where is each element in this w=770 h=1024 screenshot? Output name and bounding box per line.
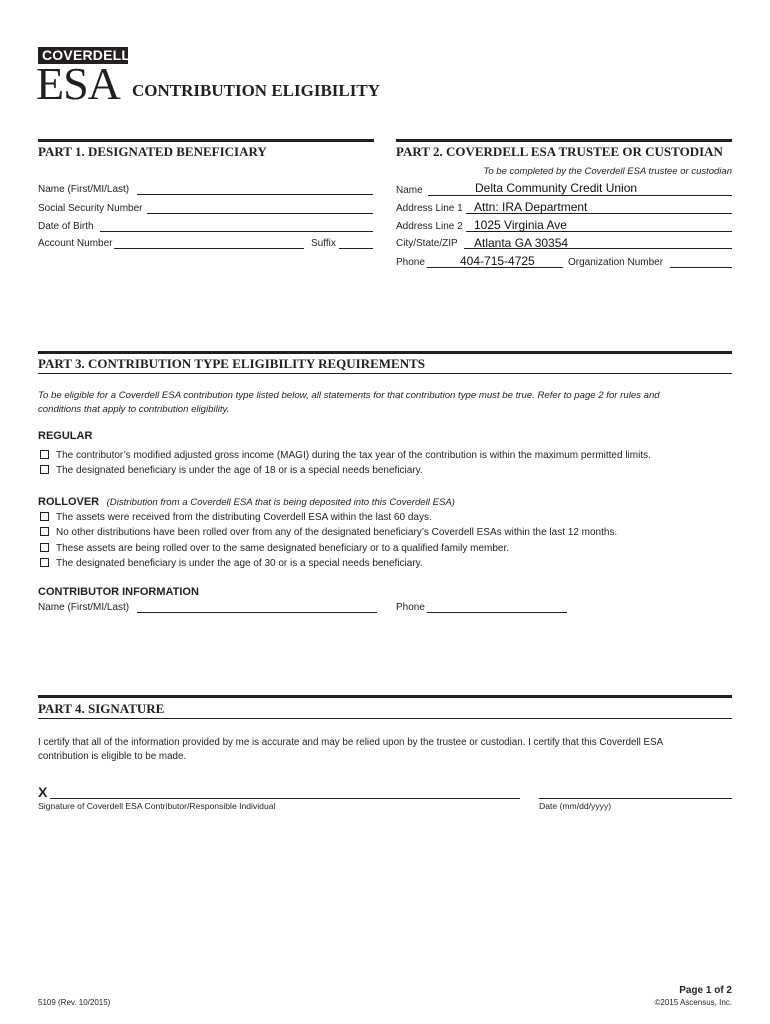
dob-label: Date of Birth bbox=[38, 221, 94, 232]
signature-x-mark: X bbox=[38, 784, 48, 800]
part1-title: PART 1. DESIGNATED BENEFICIARY bbox=[38, 144, 267, 159]
organization-number-field[interactable] bbox=[670, 267, 732, 268]
part3-intro-line2: conditions that apply to contribution eligibility. bbox=[38, 404, 230, 415]
date-caption: Date (mm/dd/yyyy) bbox=[539, 801, 612, 811]
rollover-checkbox-2[interactable] bbox=[40, 527, 49, 536]
rollover-note: (Distribution from a Coverdell ESA that is being deposited into this Coverdell ESA) bbox=[106, 497, 455, 508]
organization-number-label: Organization Number bbox=[568, 257, 664, 268]
trustee-name-value: Delta Community Credit Union bbox=[475, 181, 638, 195]
part3-rule bbox=[38, 351, 732, 354]
page-number: Page 1 of 2 bbox=[679, 985, 732, 996]
trustee-phone-value: 404-715-4725 bbox=[460, 254, 535, 268]
rollover-heading bbox=[38, 492, 455, 510]
contributor-name-label: Name (First/MI/Last) bbox=[38, 602, 130, 613]
suffix-field[interactable] bbox=[339, 248, 373, 249]
contributor-name-field[interactable] bbox=[137, 612, 377, 613]
part2-title: PART 2. COVERDELL ESA TRUSTEE OR CUSTODIAN bbox=[396, 144, 723, 159]
regular-checkbox-1[interactable] bbox=[40, 450, 49, 459]
rollover-heading-label: ROLLOVER bbox=[38, 496, 100, 508]
part4-rule bbox=[38, 695, 732, 698]
trustee-phone-label: Phone bbox=[396, 257, 425, 268]
certification-line1: I certify that all of the information provided by me is accurate and may be relied upon by the trustee or custodian. I certify that this Coverdell ESA bbox=[38, 737, 664, 748]
trustee-name-field[interactable] bbox=[428, 195, 732, 196]
ssn-label: Social Security Number bbox=[38, 203, 143, 214]
dob-field[interactable] bbox=[100, 231, 373, 232]
suffix-label: Suffix bbox=[311, 238, 336, 249]
coverdell-label: COVERDELL bbox=[42, 47, 131, 63]
regular-checkbox-2[interactable] bbox=[40, 465, 49, 474]
form-number: 5109 (Rev. 10/2015) bbox=[38, 998, 111, 1007]
contributor-phone-label: Phone bbox=[396, 602, 425, 613]
form-title: CONTRIBUTION ELIGIBILITY bbox=[132, 81, 380, 100]
signature-caption: Signature of Coverdell ESA Contributor/Responsible Individual bbox=[38, 801, 276, 811]
ssn-field[interactable] bbox=[147, 213, 373, 214]
signature-field[interactable] bbox=[50, 798, 520, 799]
certification-line2: contribution is eligible to be made. bbox=[38, 751, 187, 762]
account-number-field[interactable] bbox=[114, 248, 304, 249]
rollover-checkbox-1[interactable] bbox=[40, 512, 49, 521]
city-state-zip-value: Atlanta GA 30354 bbox=[474, 236, 569, 250]
part4-divider bbox=[38, 718, 732, 719]
address1-value: Attn: IRA Department bbox=[474, 200, 588, 214]
address2-label: Address Line 2 bbox=[396, 221, 463, 232]
esa-logo-text: ESA bbox=[36, 58, 120, 109]
rollover-item-1: The assets were received from the distributing Coverdell ESA within the last 60 days. bbox=[56, 512, 432, 523]
date-field[interactable] bbox=[539, 798, 732, 799]
rollover-item-3: These assets are being rolled over to the same designated beneficiary or to a qualified family member. bbox=[56, 543, 510, 554]
part2-note: To be completed by the Coverdell ESA trustee or custodian bbox=[483, 166, 732, 177]
rollover-checkbox-3[interactable] bbox=[40, 543, 49, 552]
regular-item-2: The designated beneficiary is under the age of 18 or is a special needs beneficiary. bbox=[56, 465, 423, 476]
part3-divider bbox=[38, 373, 732, 374]
copyright: ©2015 Ascensus, Inc. bbox=[654, 998, 732, 1007]
contributor-heading: CONTRIBUTOR INFORMATION bbox=[38, 586, 199, 598]
beneficiary-name-field[interactable] bbox=[137, 194, 373, 195]
part3-title: PART 3. CONTRIBUTION TYPE ELIGIBILITY REQUIREMENTS bbox=[38, 356, 425, 371]
rollover-item-4: The designated beneficiary is under the age of 30 or is a special needs beneficiary. bbox=[56, 558, 423, 569]
rollover-item-2: No other distributions have been rolled over from any of the designated beneficiary’s Coverdell ESAs within the last 12 months. bbox=[56, 527, 618, 538]
regular-heading: REGULAR bbox=[38, 430, 93, 442]
part2-rule bbox=[396, 139, 732, 142]
city-state-zip-label: City/State/ZIP bbox=[396, 238, 458, 249]
account-number-label: Account Number bbox=[38, 238, 113, 249]
address1-label: Address Line 1 bbox=[396, 203, 463, 214]
part1-rule bbox=[38, 139, 374, 142]
address2-value: 1025 Virginia Ave bbox=[474, 218, 567, 232]
part3-intro-line1: To be eligible for a Coverdell ESA contribution type listed below, all statements for that contribution type must be true. Refer to page 2 for rules and bbox=[38, 390, 660, 401]
regular-item-1: The contributor’s modified adjusted gross income (MAGI) during the tax year of the contribution is within the maximum permitted limits. bbox=[56, 450, 651, 461]
contributor-phone-field[interactable] bbox=[427, 612, 567, 613]
beneficiary-name-label: Name (First/MI/Last) bbox=[38, 184, 130, 195]
trustee-name-label: Name bbox=[396, 185, 423, 196]
rollover-checkbox-4[interactable] bbox=[40, 558, 49, 567]
part4-title: PART 4. SIGNATURE bbox=[38, 701, 165, 716]
